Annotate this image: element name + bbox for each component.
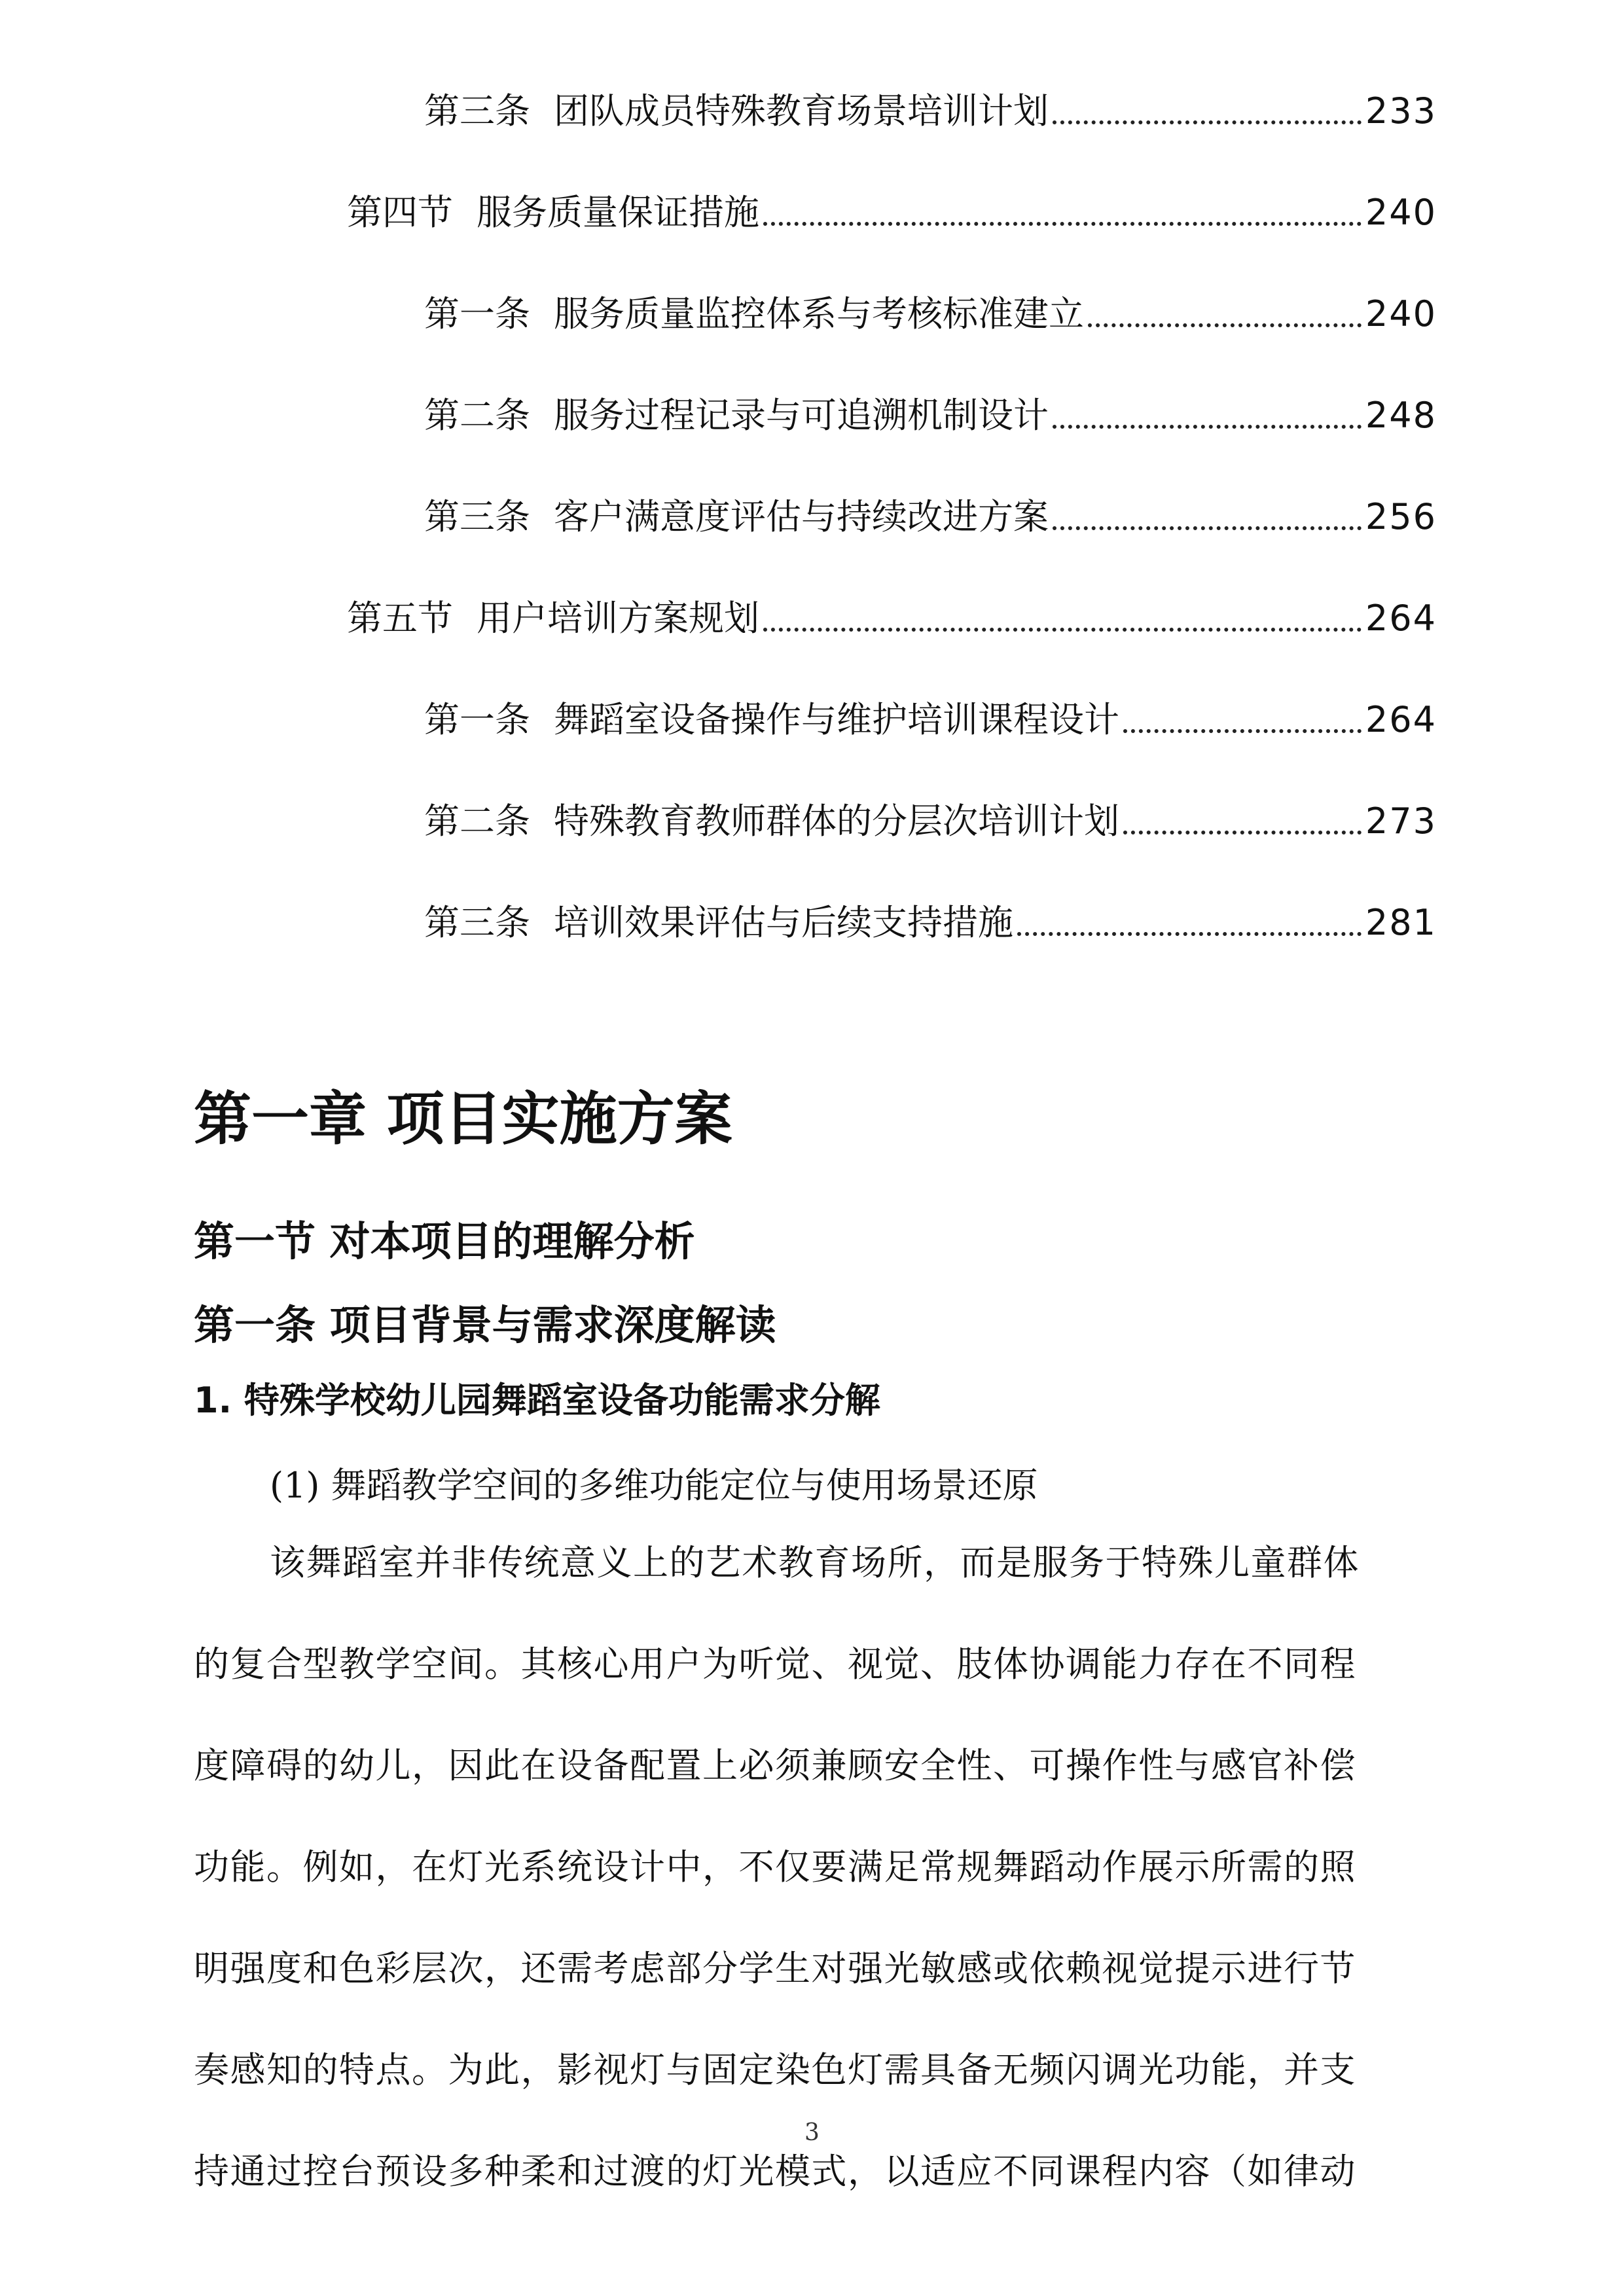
toc-entry[interactable] [424, 85, 1437, 137]
toc-entry-number: 第三条 [424, 496, 530, 537]
toc-entry-page: 256 [1365, 496, 1437, 537]
toc-entry[interactable] [424, 795, 1437, 848]
toc-leader-dots [1123, 831, 1362, 834]
paragraph-line: 的复合型教学空间。其核心用户为听觉、视觉、肢体协调能力存在不同程 [194, 1643, 1356, 1685]
toc-entry-number: 第二条 [424, 800, 530, 842]
toc-entry[interactable] [424, 694, 1437, 746]
toc-entry[interactable] [424, 897, 1437, 949]
toc-entry[interactable] [347, 592, 1437, 645]
toc-entry-title: 团队成员特殊教育场景培训计划 [554, 90, 1049, 132]
toc-entry-number: 第一条 [424, 293, 530, 334]
toc-entry-number: 第四节 [347, 192, 453, 233]
toc-leader-dots [1088, 323, 1362, 327]
toc-entry-title: 服务过程记录与可追溯机制设计 [554, 395, 1049, 436]
toc-entry-page: 264 [1365, 598, 1437, 639]
toc-entry-number: 第二条 [424, 395, 530, 436]
toc-entry-number: 第三条 [424, 902, 530, 943]
subsubheading: (1) 舞蹈教学空间的多维功能定位与使用场景还原 [270, 1465, 1038, 1506]
toc-entry-title: 服务质量监控体系与考核标准建立 [554, 293, 1084, 334]
toc-leader-dots [1053, 120, 1362, 124]
article-heading: 第一条 项目背景与需求深度解读 [194, 1301, 776, 1349]
toc-entry-page: 281 [1365, 902, 1437, 943]
toc-entry[interactable] [424, 491, 1437, 543]
paragraph-line: 持通过控台预设多种柔和过渡的灯光模式，以适应不同课程内容（如律动 [194, 2151, 1356, 2192]
toc-entry-page: 264 [1365, 699, 1437, 740]
toc-entry-page: 273 [1365, 800, 1437, 842]
toc-leader-dots [763, 222, 1362, 226]
toc-entry[interactable] [424, 389, 1437, 442]
toc-leader-dots [1123, 729, 1362, 733]
toc-entry-title: 培训效果评估与后续支持措施 [554, 902, 1013, 943]
toc-entry-title: 客户满意度评估与持续改进方案 [554, 496, 1049, 537]
subheading: 1. 特殊学校幼儿园舞蹈室设备功能需求分解 [194, 1380, 880, 1421]
toc-entry-number: 第五节 [347, 598, 453, 639]
paragraph-line: 明强度和色彩层次，还需考虑部分学生对强光敏感或依赖视觉提示进行节 [194, 1948, 1356, 1989]
toc-entry-number: 第一条 [424, 699, 530, 740]
paragraph-line: 奏感知的特点。为此，影视灯与固定染色灯需具备无频闪调光功能，并支 [194, 2049, 1356, 2090]
toc-entry[interactable] [424, 288, 1437, 340]
paragraph-line: 功能。例如，在灯光系统设计中，不仅要满足常规舞蹈动作展示所需的照 [194, 1846, 1356, 1888]
toc-entry-title: 舞蹈室设备操作与维护培训课程设计 [554, 699, 1119, 740]
chapter-heading: 第一章 项目实施方案 [194, 1085, 732, 1153]
toc-leader-dots [1017, 932, 1362, 936]
paragraph-line: 该舞蹈室并非传统意义上的艺术教育场所，而是服务于特殊儿童群体 [270, 1542, 1360, 1583]
toc-entry-page: 248 [1365, 395, 1437, 436]
toc-leader-dots [763, 628, 1362, 632]
toc-leader-dots [1053, 425, 1362, 429]
page-number: 3 [804, 2119, 820, 2146]
section-heading: 第一节 对本项目的理解分析 [194, 1217, 695, 1265]
toc-entry-title: 特殊教育教师群体的分层次培训计划 [554, 800, 1119, 842]
toc-entry-page: 233 [1365, 90, 1437, 132]
toc-entry-title: 服务质量保证措施 [477, 192, 759, 233]
toc-entry-number: 第三条 [424, 90, 530, 132]
toc-entry-page: 240 [1365, 293, 1437, 334]
toc-entry-page: 240 [1365, 192, 1437, 233]
toc-entry-title: 用户培训方案规划 [477, 598, 759, 639]
paragraph-line: 度障碍的幼儿，因此在设备配置上必须兼顾安全性、可操作性与感官补偿 [194, 1745, 1356, 1786]
toc-entry[interactable] [347, 187, 1437, 239]
toc-leader-dots [1053, 526, 1362, 530]
